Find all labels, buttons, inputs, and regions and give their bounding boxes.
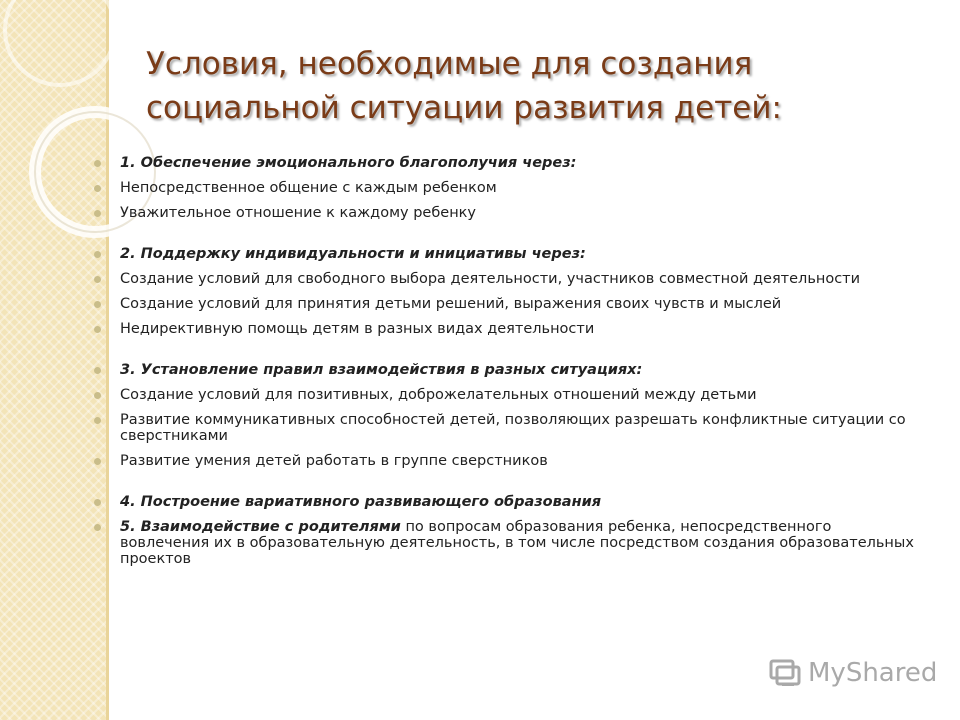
- bullet-dot-icon: [94, 392, 101, 399]
- bullet-dot-icon: [94, 251, 101, 258]
- list-item-text: Создание условий для принятия детьми решений, выражения своих чувств и мыслей: [120, 296, 782, 312]
- list-item: [90, 296, 920, 312]
- list-item: [90, 387, 920, 403]
- list-item-text: 3. Установление правил взаимодействия в разных ситуациях:: [120, 362, 643, 378]
- bullet-dot-icon: [94, 160, 101, 167]
- list-item: [90, 412, 920, 444]
- list-item-text: Создание условий для свободного выбора деятельности, участников совместной деятельности: [120, 271, 861, 287]
- list-item-text: 2. Поддержку индивидуальности и инициативы через:: [120, 246, 586, 262]
- bullet-dot-icon: [94, 301, 101, 308]
- slide-title: Условия, необходимые для создания социальной ситуации развития детей:: [146, 46, 782, 126]
- list-item: [90, 155, 920, 171]
- list-item-text: 1. Обеспечение эмоционального благополучия через:: [120, 155, 577, 171]
- list-item-text: Непосредственное общение с каждым ребенком: [120, 180, 497, 196]
- bullet-dot-icon: [94, 524, 101, 531]
- list-item: [90, 271, 920, 287]
- bullet-list: [90, 155, 920, 567]
- list-item-text: Создание условий для позитивных, доброжелательных отношений между детьми: [120, 387, 757, 403]
- bullet-dot-icon: [94, 276, 101, 283]
- watermark: [768, 655, 937, 691]
- list-item-text: 4. Построение вариативного развивающего образования: [120, 494, 602, 510]
- list-item-text: Уважительное отношение к каждому ребенку: [120, 205, 477, 221]
- list-item-text: Развитие умения детей работать в группе сверстников: [120, 453, 548, 469]
- list-item: [90, 205, 920, 221]
- bullet-dot-icon: [94, 326, 101, 333]
- list-item-bold-lead: 5. Взаимодействие с родителями: [120, 519, 401, 535]
- list-item: [90, 453, 920, 469]
- bullet-dot-icon: [94, 417, 101, 424]
- list-item-rest: по вопросам образования ребенка, непосредственного вовлечения их в образовательную деятельность, в том числе посредством создания образовательных проектов: [120, 519, 914, 567]
- list-item: [90, 246, 920, 262]
- bullet-dot-icon: [94, 499, 101, 506]
- list-item-text: [120, 519, 920, 567]
- watermark-text: MyShared: [808, 658, 938, 688]
- bullet-dot-icon: [94, 210, 101, 217]
- list-item: [90, 362, 920, 378]
- bullet-dot-icon: [94, 458, 101, 465]
- list-item-text: Недирективную помощь детям в разных видах деятельности: [120, 321, 595, 337]
- list-item: [90, 180, 920, 196]
- bullet-dot-icon: [94, 367, 101, 374]
- bullet-dot-icon: [94, 185, 101, 192]
- list-item: [90, 519, 920, 567]
- list-item: [90, 494, 920, 510]
- myshared-logo-icon: [768, 658, 802, 688]
- list-item-text: Развитие коммуникативных способностей детей, позволяющих разрешать конфликтные ситуации со сверстниками: [120, 412, 906, 444]
- list-item: [90, 321, 920, 337]
